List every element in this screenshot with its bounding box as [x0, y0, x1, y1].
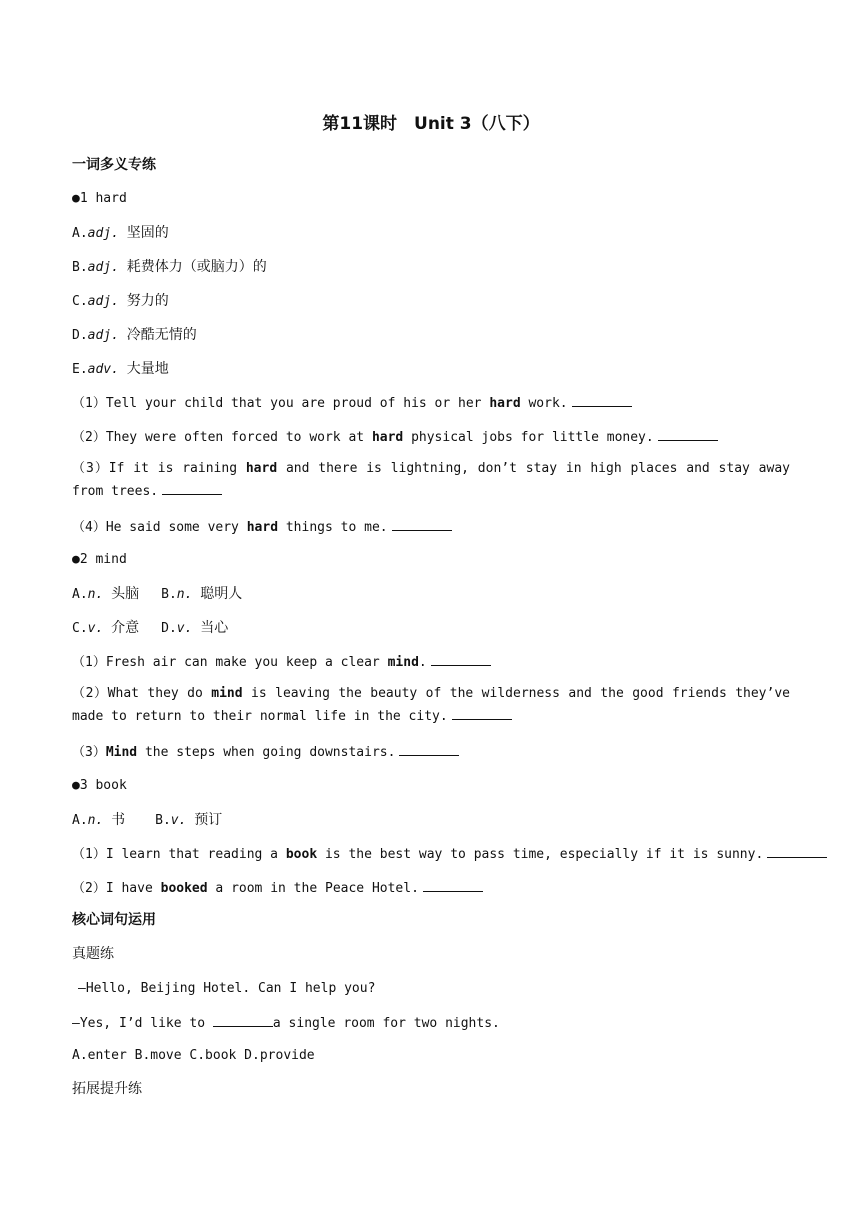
word-heading-mind: ●2 mind [72, 552, 127, 567]
part-of-speech: n. [87, 587, 104, 602]
definition-row-book [72, 811, 790, 830]
sentence-mind-1 [72, 653, 790, 672]
sentence-text: （1）I learn that reading a [72, 847, 286, 862]
subsection-real-exam: 真题练 [72, 946, 114, 962]
answer-blank[interactable] [452, 707, 512, 720]
definition-letter: B. [155, 813, 171, 828]
answer-blank[interactable] [431, 653, 491, 666]
sentence-book-1 [72, 845, 790, 864]
definition-b [72, 258, 790, 277]
answer-blank[interactable] [572, 394, 632, 407]
word-heading-book: ●3 book [72, 778, 127, 793]
sentence-text: （1）Tell your child that you are proud of his or her [72, 396, 490, 411]
answer-blank[interactable] [658, 428, 718, 441]
definition-meaning: 头脑 [111, 586, 140, 602]
sentence-text: physical jobs for little money. [403, 430, 654, 445]
sentence-mind-2 [72, 682, 790, 728]
part-of-speech: v. [176, 621, 193, 636]
sentence-text: a single room for two nights. [272, 1016, 500, 1031]
sentence-hard-4 [72, 518, 790, 537]
keyword: hard [246, 520, 279, 535]
sentence-text: and there is lightning, don’t stay in high places and stay away from trees. [72, 461, 790, 499]
definition-e [72, 360, 790, 379]
definition-d [72, 326, 790, 345]
sentence-text: （3） [72, 745, 106, 760]
sentence-text: （2）What they do [72, 686, 212, 701]
keyword: mind [211, 686, 243, 701]
definition-meaning: 介意 [111, 620, 140, 636]
sentence-hard-3 [72, 457, 790, 503]
dialogue-line-2 [72, 1014, 790, 1033]
answer-blank[interactable] [162, 482, 222, 495]
answer-blank[interactable] [767, 845, 827, 858]
definition-meaning: 坚固的 [126, 225, 169, 241]
keyword: hard [245, 461, 278, 476]
sentence-text: . [418, 655, 427, 670]
sentence-mind-3 [72, 743, 790, 762]
definition-meaning: 聪明人 [200, 586, 243, 602]
definition-letter: B. [161, 587, 177, 602]
definition-meaning: 努力的 [126, 293, 169, 309]
sentence-book-2 [72, 879, 790, 898]
answer-blank[interactable] [423, 879, 483, 892]
definition-meaning: 预订 [194, 812, 223, 828]
definition-row-mind-2 [72, 619, 790, 638]
answer-options: A.enter B.move C.book D.provide [72, 1048, 315, 1063]
definition-letter: A. [72, 813, 88, 828]
sentence-text: things to me. [278, 520, 388, 535]
part-of-speech: adj. [87, 294, 119, 309]
definition-meaning: 当心 [200, 620, 229, 636]
part-of-speech: v. [87, 621, 104, 636]
keyword: book [285, 847, 318, 862]
part-of-speech: v. [170, 813, 187, 828]
definition-a [72, 224, 790, 243]
sentence-text: （2）They were often forced to work at [72, 430, 372, 445]
sentence-text: is leaving the beauty of the wilderness and the good friends they’ve made to return to their normal life in the city. [72, 686, 790, 724]
sentence-text: （4）He said some very [72, 520, 247, 535]
keyword: hard [489, 396, 521, 411]
part-of-speech: adj. [87, 260, 119, 275]
part-of-speech: n. [87, 813, 104, 828]
sentence-hard-1 [72, 394, 790, 413]
sentence-text: （2）I have [72, 881, 161, 896]
definition-row-mind-1 [72, 585, 790, 604]
definition-letter: A. [72, 226, 88, 241]
part-of-speech: adj. [87, 226, 119, 241]
sentence-text: the steps when going downstairs. [137, 745, 396, 760]
answer-blank[interactable] [399, 743, 459, 756]
sentence-text: —Yes, I’d like to [72, 1016, 213, 1031]
definition-meaning: 大量地 [126, 361, 169, 377]
part-of-speech: n. [176, 587, 193, 602]
sentence-text: a room in the Peace Hotel. [207, 881, 419, 896]
word-heading-hard: ●1 hard [72, 191, 127, 206]
section-heading-core: 核心词句运用 [72, 912, 156, 928]
definition-meaning: 耗费体力（或脑力）的 [126, 259, 267, 275]
answer-blank[interactable] [213, 1014, 273, 1027]
definition-meaning: 冷酷无情的 [126, 327, 197, 343]
sentence-text: work. [520, 396, 568, 411]
definition-letter: C. [72, 621, 88, 636]
definition-letter: B. [72, 260, 88, 275]
dialogue-line-1: —Hello, Beijing Hotel. Can I help you? [78, 981, 376, 996]
definition-letter: D. [161, 621, 177, 636]
definition-c [72, 292, 790, 311]
part-of-speech: adj. [87, 328, 119, 343]
definition-letter: E. [72, 362, 88, 377]
definition-letter: D. [72, 328, 88, 343]
definition-letter: C. [72, 294, 88, 309]
sentence-text: （3）If it is raining [72, 461, 246, 476]
sentence-text: （1）Fresh air can make you keep a clear [72, 655, 388, 670]
definition-meaning: 书 [111, 812, 126, 828]
keyword: hard [371, 430, 404, 445]
section-heading-polysemy: 一词多义专练 [72, 157, 156, 173]
answer-blank[interactable] [392, 518, 452, 531]
keyword: booked [160, 881, 208, 896]
page-title: 第11课时 Unit 3（八下） [322, 114, 540, 134]
part-of-speech: adv. [87, 362, 119, 377]
subsection-extend: 拓展提升练 [72, 1081, 142, 1097]
keyword: Mind [105, 745, 138, 760]
sentence-hard-2 [72, 428, 790, 447]
definition-letter: A. [72, 587, 88, 602]
keyword: mind [387, 655, 419, 670]
sentence-text: is the best way to pass time, especially if it is sunny. [317, 847, 764, 862]
